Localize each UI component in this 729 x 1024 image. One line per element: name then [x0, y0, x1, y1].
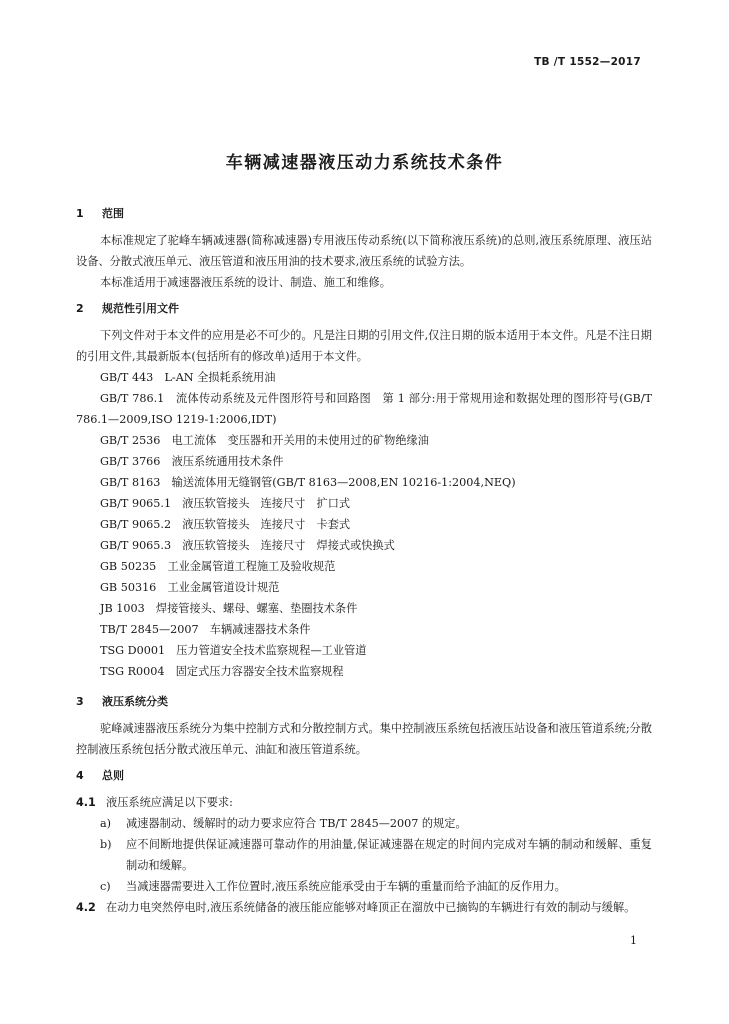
paragraph: 本标准规定了驼峰车辆减速器(简称减速器)专用液压传动系统(以下简称液压系统)的总则,液压系统原理、液压站设备、分散式液压单元、液压管道和液压用油的技术要求,液压系统的试验方法。: [76, 234, 652, 268]
section-heading-general: [76, 768, 652, 784]
section-number: 4: [76, 769, 84, 782]
list-item-label: a): [100, 817, 112, 830]
section-heading-classification: [76, 694, 652, 710]
document-body: [76, 206, 652, 918]
page-number: 1: [630, 934, 637, 947]
reference-item: GB/T 443 L-AN 全损耗系统用油: [100, 371, 276, 384]
clause-text: 在动力电突然停电时,液压系统储备的液压能应能够对峰顶正在溜放中已摘钩的车辆进行有效的制动与缓解。: [106, 901, 636, 914]
section-number: 1: [76, 207, 84, 220]
reference-item: GB/T 8163 输送流体用无缝钢管(GB/T 8163—2008,EN 10216-1:2004,NEQ): [100, 476, 516, 489]
paragraph: 下列文件对于本文件的应用是必不可少的。凡是注日期的引用文件,仅注日期的版本适用于本文件。凡是不注日期的引用文件,其最新版本(包括所有的修改单)适用于本文件。: [76, 329, 652, 363]
reference-item: TB/T 2845—2007 车辆减速器技术条件: [100, 623, 311, 636]
reference-item: GB/T 3766 液压系统通用技术条件: [100, 455, 284, 468]
list-item-text: 减速器制动、缓解时的动力要求应符合 TB/T 2845—2007 的规定。: [126, 817, 467, 830]
clause-4-1: [76, 792, 652, 813]
clause-text: 液压系统应满足以下要求:: [106, 796, 233, 809]
clause-4-2: [76, 897, 652, 918]
section-heading-normative-references: [76, 301, 652, 317]
clause-number: 4.1: [76, 796, 96, 809]
reference-item: GB/T 786.1 流体传动系统及元件图形符号和回路图 第 1 部分:用于常规用途和数据处理的图形符号(GB/T 786.1—2009,ISO 1219-1:2006,IDT): [76, 392, 652, 426]
list-item-text: 当减速器需要进入工作位置时,液压系统应能承受由于车辆的重量而给予油缸的反作用力。: [126, 880, 566, 893]
reference-item: TSG R0004 固定式压力容器安全技术监察规程: [100, 665, 344, 678]
reference-item: GB/T 9065.1 液压软管接头 连接尺寸 扩口式: [100, 497, 351, 510]
section-number: 3: [76, 695, 84, 708]
paragraph: 本标准适用于减速器液压系统的设计、制造、施工和维修。: [100, 276, 391, 289]
list-item: [76, 834, 652, 876]
section-number: 2: [76, 302, 84, 315]
list-item: [76, 813, 652, 834]
clause-number: 4.2: [76, 901, 96, 914]
section-title: 液压系统分类: [102, 695, 168, 708]
document-title: 车辆减速器液压动力系统技术条件: [225, 153, 504, 173]
reference-item: GB/T 9065.3 液压软管接头 连接尺寸 焊接式或快换式: [100, 539, 395, 552]
section-title: 总则: [102, 769, 124, 782]
reference-item: JB 1003 焊接管接头、螺母、螺塞、垫圈技术条件: [100, 602, 358, 615]
paragraph: 驼峰减速器液压系统分为集中控制方式和分散控制方式。集中控制液压系统包括液压站设备和液压管道系统;分散控制液压系统包括分散式液压单元、油缸和液压管道系统。: [76, 722, 652, 756]
standard-code: TB /T 1552—2017: [534, 56, 641, 68]
list-item-label: b): [100, 838, 112, 851]
reference-item: GB/T 9065.2 液压软管接头 连接尺寸 卡套式: [100, 518, 351, 531]
reference-item: GB/T 2536 电工流体 变压器和开关用的未使用过的矿物绝缘油: [100, 434, 429, 447]
reference-item: GB 50235 工业金属管道工程施工及验收规范: [100, 560, 336, 573]
section-heading-scope: [76, 206, 652, 222]
reference-item: GB 50316 工业金属管道设计规范: [100, 581, 280, 594]
section-title: 规范性引用文件: [102, 302, 179, 315]
list-item-label: c): [100, 880, 111, 893]
section-title: 范围: [102, 207, 124, 220]
list-item-text: 应不间断地提供保证减速器可靠动作的用油量,保证减速器在规定的时间内完成对车辆的制动和缓解、重复制动和缓解。: [126, 838, 652, 872]
list-item: [76, 876, 652, 897]
reference-item: TSG D0001 压力管道安全技术监察规程—工业管道: [100, 644, 367, 657]
